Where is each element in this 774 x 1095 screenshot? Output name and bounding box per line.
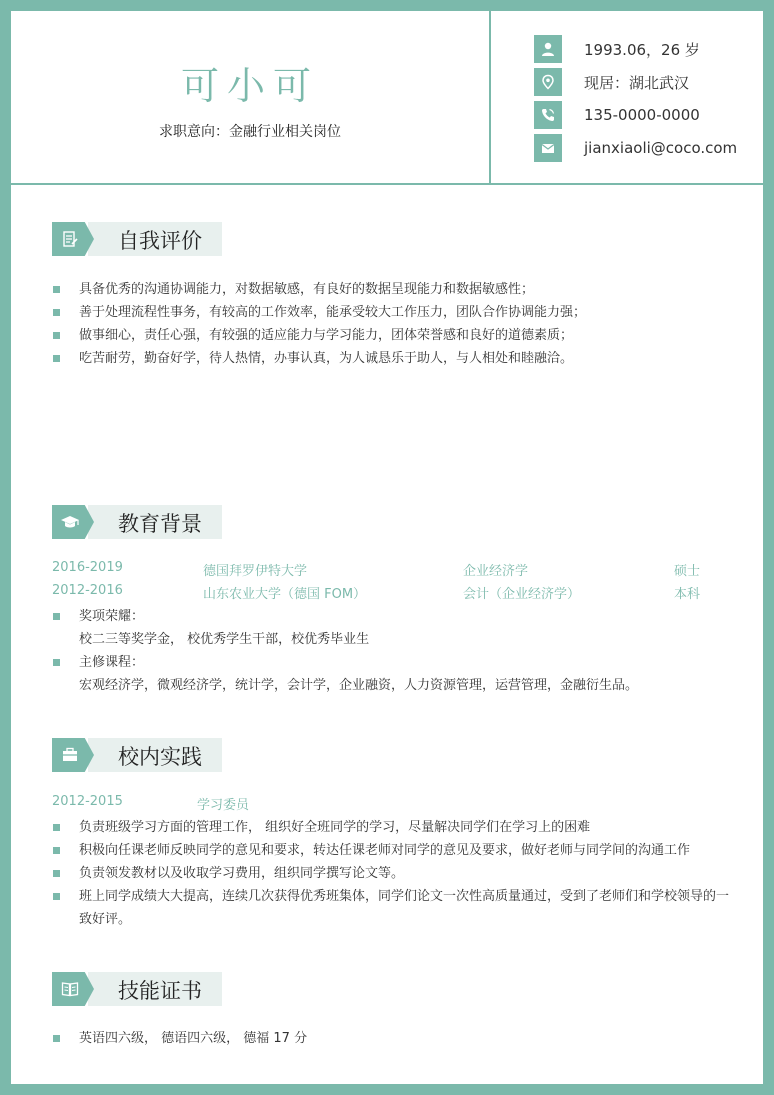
resume-header (11, 11, 763, 185)
list-item: 班上同学成绩大大提高，连续几次获得优秀班集体，同学们论文一次性高质量通过，受到了老师们和学校领导的一致好评。 (52, 885, 732, 931)
job-objective: 求职意向：金融行业相关岗位 (159, 124, 341, 140)
education-row (52, 583, 752, 603)
section-title-text: 技能证书 (118, 979, 202, 1003)
person-icon (534, 35, 562, 63)
campus-list (52, 816, 732, 931)
campus-row (52, 794, 752, 814)
section-title-skills (52, 972, 222, 1006)
section-title-education (52, 505, 222, 539)
education-period: 2012-2016 (52, 583, 123, 598)
section-title-text: 自我评价 (118, 229, 202, 253)
courses-text: 宏观经济学，微观经济学，统计学，会计学，企业融资，人力资源管理，运营管理，金融衍生品。 (79, 678, 639, 693)
resume-page (11, 11, 763, 1084)
list-item: 做事细心，责任心强，有较强的适应能力与学习能力，团体荣誉感和良好的道德素质； (52, 324, 732, 347)
contact-location-text: 现居：湖北武汉 (584, 73, 690, 92)
section-title-self-eval (52, 222, 222, 256)
courses-label: 主修课程： (52, 651, 732, 674)
education-details (52, 605, 732, 697)
education-period: 2016-2019 (52, 560, 123, 575)
contact-email (534, 134, 754, 162)
list-item: 英语四六级， 德语四六级， 德福 17 分 (52, 1027, 732, 1050)
candidate-name: 可小可 (180, 64, 319, 108)
list-item: 积极向任课老师反映同学的意见和要求，转达任课老师对同学的意见及要求，做好老师与同学间的沟通工作 (52, 839, 732, 862)
education-school: 山东农业大学（德国 FOM） (203, 587, 367, 602)
awards-text: 校二三等奖学金， 校优秀学生干部，校优秀毕业生 (79, 632, 370, 647)
phone-icon (534, 101, 562, 129)
contact-location (534, 68, 754, 96)
campus-period: 2012-2015 (52, 794, 123, 809)
education-degree: 本科 (674, 587, 701, 602)
header-divider (489, 11, 491, 185)
section-title-text: 校内实践 (118, 745, 202, 769)
self-eval-list (52, 278, 732, 370)
location-icon (534, 68, 562, 96)
contact-email-text[interactable]: jianxiaoli@coco.com (584, 139, 738, 157)
contact-phone-text[interactable]: 135-0000-0000 (584, 106, 700, 124)
list-item: 负责领发教材以及收取学习费用，组织同学撰写论文等。 (52, 862, 732, 885)
education-row (52, 560, 752, 580)
contact-birth-text: 1993.06，26 岁 (584, 40, 700, 59)
awards-label: 奖项荣耀： (52, 605, 732, 628)
list-item: 负责班级学习方面的管理工作， 组织好全班同学的学习，尽量解决同学们在学习上的困难 (52, 816, 732, 839)
mail-icon (534, 134, 562, 162)
skills-list (52, 1027, 732, 1050)
education-degree: 硕士 (674, 564, 701, 579)
education-major: 会计（企业经济学） (463, 587, 581, 602)
section-title-text: 教育背景 (118, 512, 202, 536)
contact-birth (534, 35, 754, 63)
education-school: 德国拜罗伊特大学 (203, 564, 308, 579)
education-major: 企业经济学 (463, 564, 529, 579)
list-item: 吃苦耐劳，勤奋好学，待人热情，办事认真，为人诚恳乐于助人，与人相处和睦融洽。 (52, 347, 732, 370)
campus-role: 学习委员 (197, 798, 250, 813)
list-item: 具备优秀的沟通协调能力，对数据敏感，有良好的数据呈现能力和数据敏感性； (52, 278, 732, 301)
section-title-campus (52, 738, 222, 772)
list-item: 善于处理流程性事务，有较高的工作效率，能承受较大工作压力，团队合作协调能力强； (52, 301, 732, 324)
contact-phone (534, 101, 754, 129)
